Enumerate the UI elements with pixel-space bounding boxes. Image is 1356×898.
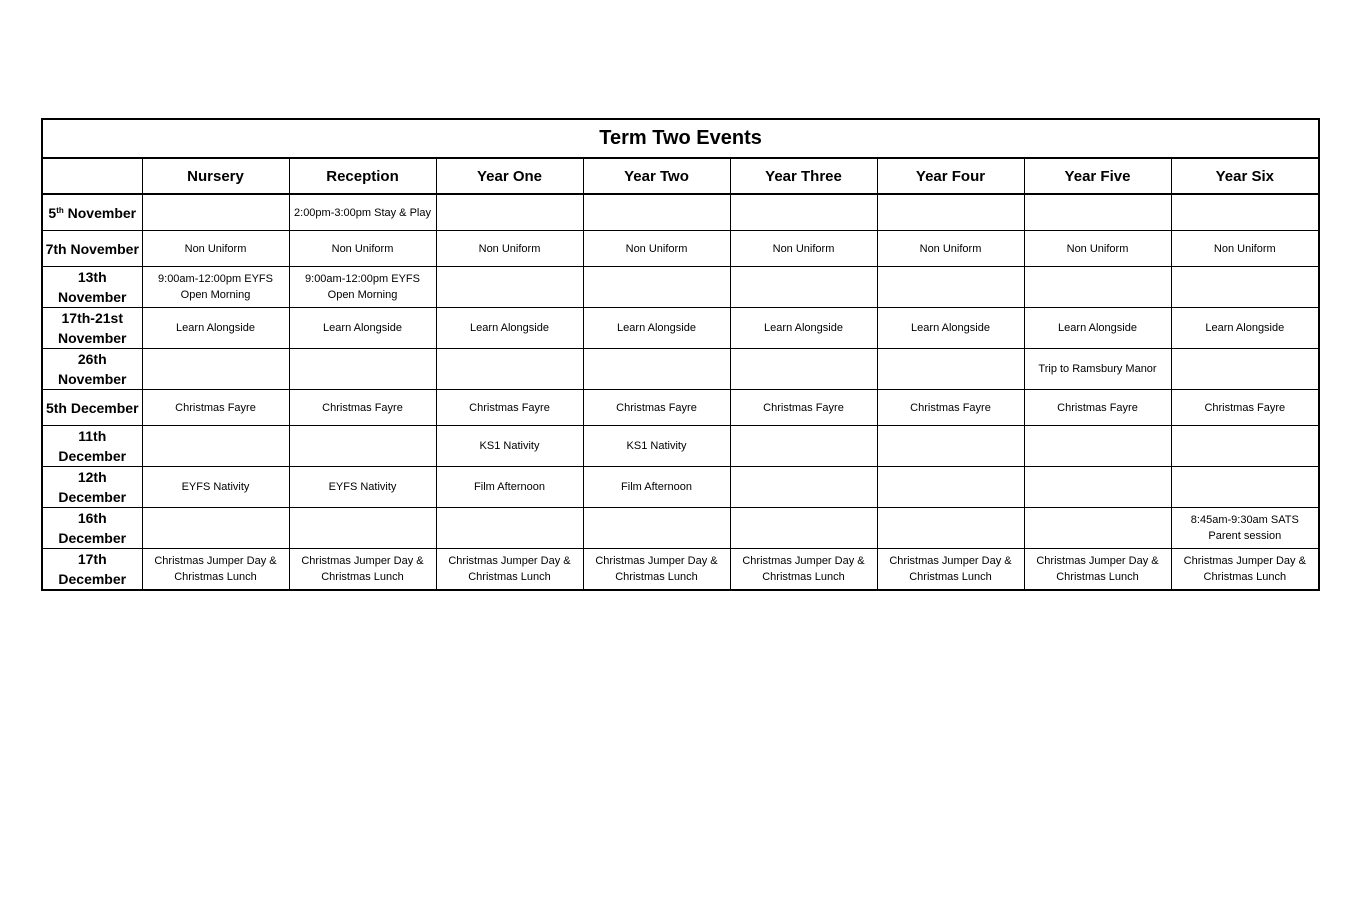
event-cell: EYFS Nativity (289, 467, 436, 508)
event-cell (1024, 467, 1171, 508)
event-cell (583, 349, 730, 390)
event-cell: Learn Alongside (1171, 308, 1319, 349)
table-title: Term Two Events (42, 119, 1319, 158)
event-cell: Film Afternoon (583, 467, 730, 508)
event-cell: Learn Alongside (142, 308, 289, 349)
event-cell (1171, 349, 1319, 390)
table-row (42, 194, 1319, 231)
event-cell: Learn Alongside (583, 308, 730, 349)
event-cell: 9:00am-12:00pm EYFS Open Morning (289, 267, 436, 308)
event-cell: Christmas Jumper Day & Christmas Lunch (436, 549, 583, 591)
event-cell: Non Uniform (877, 231, 1024, 267)
event-cell (142, 349, 289, 390)
table-row (42, 426, 1319, 467)
event-cell: Christmas Jumper Day & Christmas Lunch (1024, 549, 1171, 591)
event-cell (289, 426, 436, 467)
event-cell: Christmas Jumper Day & Christmas Lunch (877, 549, 1024, 591)
date-cell: 12th December (42, 467, 142, 508)
events-table (41, 118, 1320, 591)
column-header: Year Two (583, 158, 730, 194)
column-header: Reception (289, 158, 436, 194)
event-cell (583, 508, 730, 549)
event-cell: Christmas Jumper Day & Christmas Lunch (583, 549, 730, 591)
event-cell (142, 508, 289, 549)
date-cell: 5th December (42, 390, 142, 426)
table-row (42, 549, 1319, 591)
event-cell (142, 426, 289, 467)
date-number: 5 (48, 204, 57, 221)
date-cell: 7th November (42, 231, 142, 267)
event-cell: Learn Alongside (289, 308, 436, 349)
event-cell (1024, 508, 1171, 549)
event-cell: Christmas Jumper Day & Christmas Lunch (289, 549, 436, 591)
date-cell: 17th December (42, 549, 142, 591)
date-month: November (63, 204, 137, 221)
column-header: Year Six (1171, 158, 1319, 194)
column-header: Year Four (877, 158, 1024, 194)
event-cell (877, 467, 1024, 508)
event-cell (436, 349, 583, 390)
event-cell (1171, 426, 1319, 467)
date-cell: 26th November (42, 349, 142, 390)
date-cell (42, 194, 142, 231)
date-suffix: th (56, 205, 64, 215)
event-cell: Christmas Jumper Day & Christmas Lunch (730, 549, 877, 591)
event-cell (1171, 467, 1319, 508)
table-row (42, 308, 1319, 349)
event-cell (730, 349, 877, 390)
date-cell: 13th November (42, 267, 142, 308)
event-cell: Trip to Ramsbury Manor (1024, 349, 1171, 390)
corner-header (42, 158, 142, 194)
event-cell: Christmas Jumper Day & Christmas Lunch (142, 549, 289, 591)
event-cell (583, 267, 730, 308)
event-cell: Christmas Fayre (1024, 390, 1171, 426)
event-cell (730, 267, 877, 308)
event-cell: 8:45am-9:30am SATS Parent session (1171, 508, 1319, 549)
event-cell (1024, 267, 1171, 308)
event-cell (877, 508, 1024, 549)
event-cell (436, 508, 583, 549)
date-cell: 16th December (42, 508, 142, 549)
event-cell (730, 467, 877, 508)
event-cell: KS1 Nativity (436, 426, 583, 467)
event-cell: Non Uniform (142, 231, 289, 267)
event-cell (436, 194, 583, 231)
event-cell: Christmas Fayre (877, 390, 1024, 426)
table-row (42, 267, 1319, 308)
event-cell: 9:00am-12:00pm EYFS Open Morning (142, 267, 289, 308)
event-cell (877, 267, 1024, 308)
event-cell (583, 194, 730, 231)
column-header: Year One (436, 158, 583, 194)
event-cell: Christmas Jumper Day & Christmas Lunch (1171, 549, 1319, 591)
event-cell: Non Uniform (1171, 231, 1319, 267)
event-cell: 2:00pm-3:00pm Stay & Play (289, 194, 436, 231)
event-cell: Learn Alongside (877, 308, 1024, 349)
event-cell (289, 349, 436, 390)
event-cell: Christmas Fayre (436, 390, 583, 426)
date-cell: 11th December (42, 426, 142, 467)
date-cell: 17th-21st November (42, 308, 142, 349)
event-cell: Learn Alongside (730, 308, 877, 349)
table-row (42, 231, 1319, 267)
table-row (42, 390, 1319, 426)
event-cell (877, 426, 1024, 467)
event-cell: Non Uniform (289, 231, 436, 267)
event-cell: Non Uniform (583, 231, 730, 267)
event-cell: Non Uniform (436, 231, 583, 267)
event-cell (289, 508, 436, 549)
event-cell: Christmas Fayre (583, 390, 730, 426)
event-cell: Christmas Fayre (1171, 390, 1319, 426)
table-row (42, 349, 1319, 390)
table-row (42, 467, 1319, 508)
event-cell: Non Uniform (1024, 231, 1171, 267)
event-cell: KS1 Nativity (583, 426, 730, 467)
event-cell (1024, 426, 1171, 467)
event-cell: EYFS Nativity (142, 467, 289, 508)
event-cell (1171, 194, 1319, 231)
event-cell: Film Afternoon (436, 467, 583, 508)
event-cell: Learn Alongside (436, 308, 583, 349)
event-cell (142, 194, 289, 231)
event-cell (730, 426, 877, 467)
column-header: Year Three (730, 158, 877, 194)
column-header: Nursery (142, 158, 289, 194)
event-cell (1024, 194, 1171, 231)
event-cell: Learn Alongside (1024, 308, 1171, 349)
event-cell (436, 267, 583, 308)
column-header: Year Five (1024, 158, 1171, 194)
event-cell (730, 194, 877, 231)
event-cell (877, 194, 1024, 231)
event-cell: Non Uniform (730, 231, 877, 267)
event-cell: Christmas Fayre (730, 390, 877, 426)
table-row (42, 508, 1319, 549)
event-cell (877, 349, 1024, 390)
event-cell (730, 508, 877, 549)
event-cell: Christmas Fayre (289, 390, 436, 426)
event-cell: Christmas Fayre (142, 390, 289, 426)
event-cell (1171, 267, 1319, 308)
